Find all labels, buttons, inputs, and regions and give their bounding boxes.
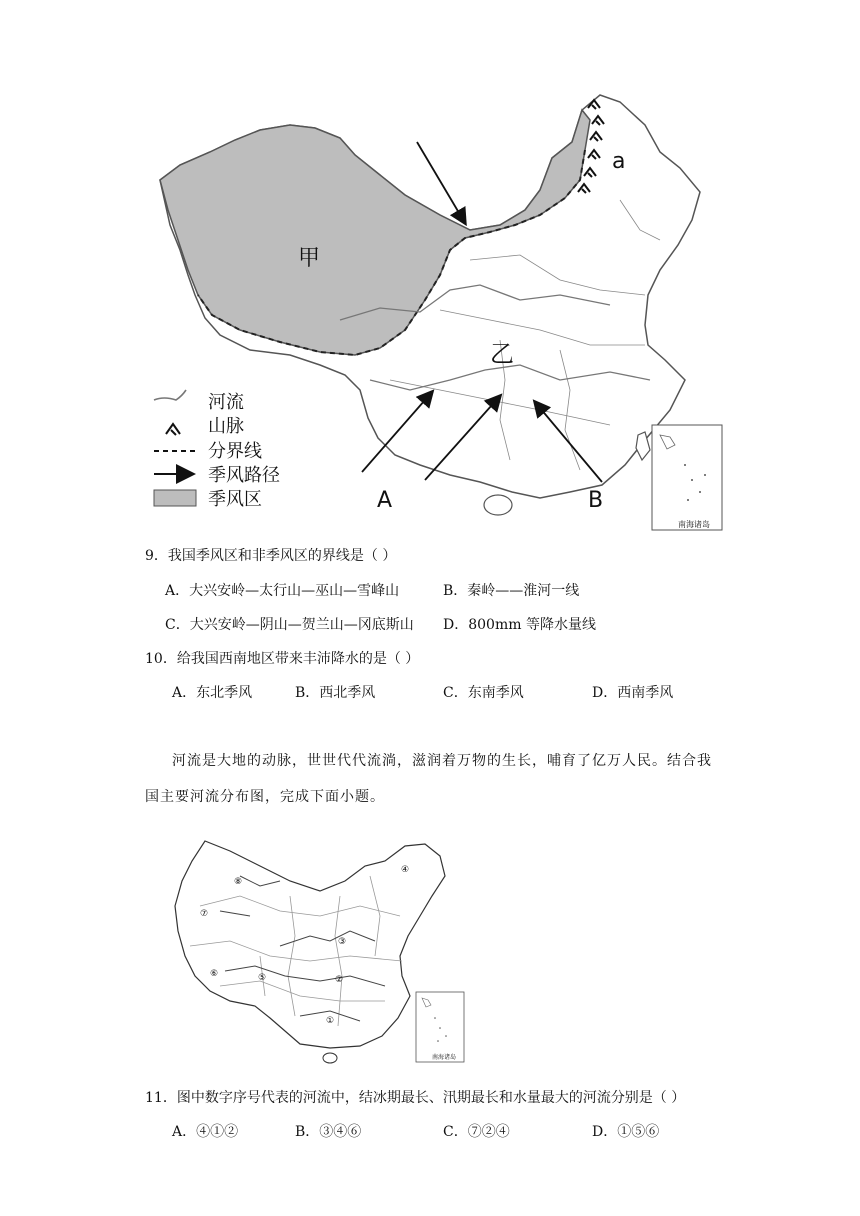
region-yi-label: 乙 — [490, 340, 514, 368]
inset-label: 南海诸岛 — [678, 520, 710, 529]
river-icon — [154, 390, 186, 400]
q9-option-b[interactable]: B．秦岭——淮河一线 — [443, 583, 580, 599]
river-number-7: ⑦ — [200, 909, 209, 919]
monsoon-map — [140, 80, 740, 535]
label-A: A — [377, 488, 393, 513]
river-number-2: ② — [335, 975, 344, 985]
legend — [154, 390, 280, 510]
inset-label-2: 南海诸岛 — [432, 1054, 457, 1061]
q10-option-d[interactable]: D．西南季风 — [592, 685, 674, 701]
q9-option-a[interactable]: A．大兴安岭—太行山—巫山—雪峰山 — [165, 583, 400, 599]
q9-option-d[interactable]: D．800mm 等降水量线 — [443, 617, 596, 633]
q10-option-c[interactable]: C．东南季风 — [443, 685, 524, 701]
monsoon-map-svg — [140, 80, 740, 535]
question-11-stem: 11．图中数字序号代表的河流中，结冰期最长、汛期最长和水量最大的河流分别是（ ） — [145, 1090, 686, 1106]
hainan-island — [484, 495, 512, 515]
q11-option-a[interactable]: A．④①② — [172, 1124, 239, 1140]
q11-option-d[interactable]: D．①⑤⑥ — [592, 1124, 660, 1140]
legend-label-monsoon-path: 季风路径 — [208, 465, 280, 486]
monsoon-zone-icon — [154, 490, 196, 506]
legend-label-mountain: 山脉 — [208, 416, 244, 437]
mountain-icon — [166, 424, 180, 435]
south-china-sea-inset-2 — [416, 992, 464, 1062]
question-9-stem: 9．我国季风区和非季风区的界线是（ ） — [145, 548, 397, 564]
rivers-map — [170, 836, 470, 1066]
q9-option-c[interactable]: C．大兴安岭—阴山—贺兰山—冈底斯山 — [165, 617, 414, 633]
hainan-island-2 — [323, 1053, 337, 1063]
passage-line-1: 河流是大地的动脉，世世代代流淌，滋润着万物的生长，哺育了亿万人民。结合我 — [172, 753, 712, 769]
label-a: a — [612, 149, 626, 174]
river-number-4: ④ — [401, 865, 410, 875]
question-10-stem: 10．给我国西南地区带来丰沛降水的是（ ） — [145, 651, 420, 667]
q11-option-c[interactable]: C．⑦②④ — [443, 1124, 510, 1140]
river-number-3: ③ — [338, 937, 347, 947]
river-number-5: ⑤ — [258, 973, 267, 983]
river-number-6: ⑥ — [210, 969, 219, 979]
rivers-map-svg — [170, 836, 470, 1066]
legend-label-monsoon-zone: 季风区 — [208, 489, 262, 510]
legend-label-boundary: 分界线 — [208, 441, 262, 462]
q10-option-a[interactable]: A．东北季风 — [172, 685, 253, 701]
passage-line-2: 国主要河流分布图，完成下面小题。 — [145, 789, 385, 805]
q11-option-b[interactable]: B．③④⑥ — [295, 1124, 362, 1140]
river-number-8: ⑧ — [234, 877, 243, 887]
region-jia-label: 甲 — [298, 246, 321, 271]
legend-label-river: 河流 — [208, 392, 244, 413]
river-number-1: ① — [326, 1016, 335, 1026]
q10-option-b[interactable]: B．西北季风 — [295, 685, 376, 701]
label-B: B — [588, 488, 604, 513]
